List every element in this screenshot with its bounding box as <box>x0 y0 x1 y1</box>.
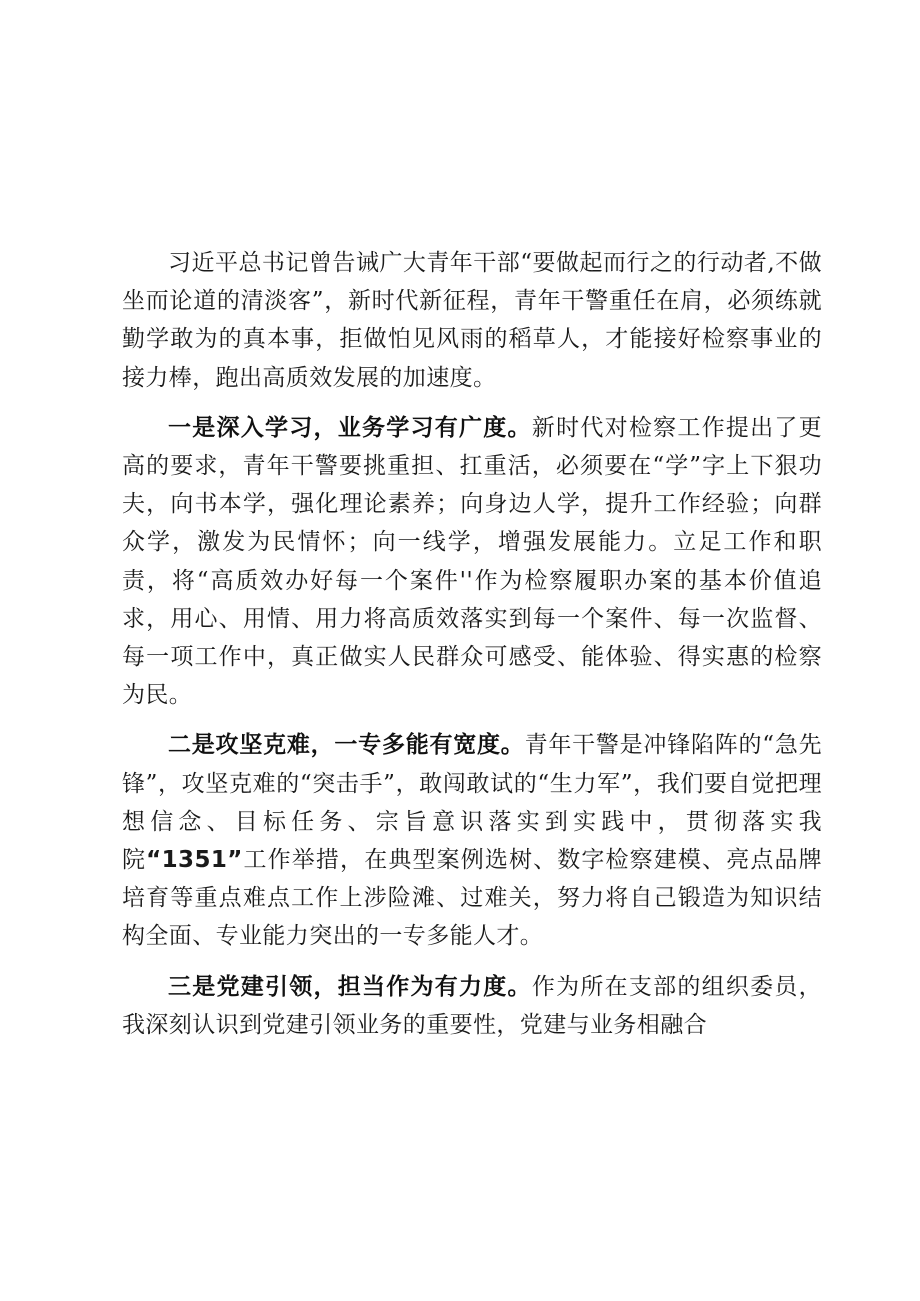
section-two-text-after: 工作举措，在典型案例选树、数字检察建模、亮点品牌培育等重点难点工作上涉险滩、过难关，努力将自己锻造为知识结构全面、专业能力突出的一专多能人才。 <box>122 847 822 950</box>
section-two-heading: 二是攻坚克难，一专多能有宽度。 <box>168 731 525 759</box>
section-one-text: 新时代对检察工作提出了更高的要求，青年干警要挑重担、扛重活，必须要在“学”字上下狠功夫，向书本学，强化理论素养；向身边人学，提升工作经验；向群众学，激发为民情怀；向一线学，增强发展能力。立足工作和职责，将“高质效办好每一个案件''作为检察履职办案的基本价值追求，用心、用情、用力将高质效落实到每一个案件、每一次监督、每一项工作中，真正做实人民群众可感受、能体验、得实惠的检察为民。 <box>122 414 822 709</box>
section-one-heading: 一是深入学习，业务学习有广度。 <box>168 413 532 441</box>
section-two-text-before: 青年干警是冲锋陷阵的“急先锋”，攻坚克难的“突击手”，敢闯敢试的“生力军”，我们要自觉把理想信念、目标任务、宗旨意识落实到实践中，贯彻落实我院 <box>122 732 822 874</box>
intro-paragraph <box>122 244 822 397</box>
document-body <box>122 244 822 1056</box>
intro-text: 习近平总书记曾告诫广大青年干部“要做起而行之的行动者,不做坐而论道的清淡客”，新时代新征程，青年干警重任在肩，必须练就勤学敢为的真本事，拒做怕见风雨的稻草人，才能接好检察事业的接力棒，跑出高质效发展的加速度。 <box>122 250 822 391</box>
section-two-number: “1351” <box>146 847 243 874</box>
section-two-paragraph <box>122 726 822 955</box>
section-three-text: 作为所在支部的组织委员，我深刻认识到党建引领业务的重要性，党建与业务相融合 <box>122 973 822 1038</box>
section-three-paragraph <box>122 968 822 1044</box>
section-three-heading: 三是党建引领，担当作为有力度。 <box>168 972 532 1000</box>
section-one-paragraph <box>122 409 822 715</box>
